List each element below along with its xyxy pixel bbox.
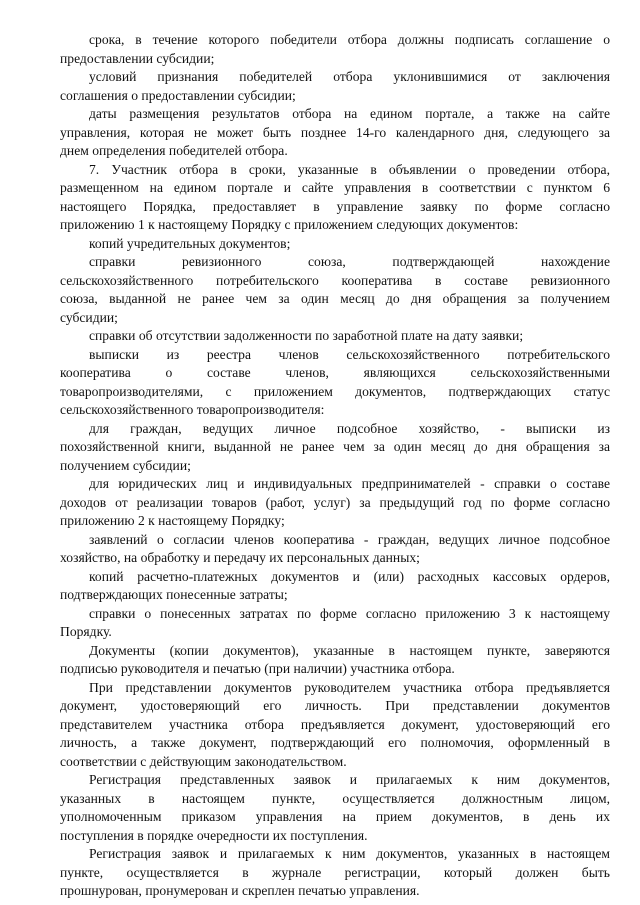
text-line: размещенном на едином портале и сайте управления в соответствии с пунктом 6	[60, 180, 610, 195]
text-line: сельскохозяйственного товаропроизводителя:	[60, 402, 325, 417]
text-line: настоящего Порядка, предоставляет в управление заявку по форме согласно	[60, 198, 610, 214]
text-line: При представлении документов руководителем участника отбора предъявляется	[89, 679, 610, 695]
text-line: 7. Участник отбора в сроки, указанные в объявлении о проведении отбора,	[89, 161, 610, 177]
text-line: Регистрация представленных заявок и прилагаемых к ним документов,	[89, 772, 610, 787]
text-line: уполномоченным приказом управления на прием документов, в день их	[60, 809, 610, 824]
text-line: копий расчетно-платежных документов и (или) расходных кассовых ордеров,	[89, 568, 610, 584]
text-line: товаропроизводителями, с приложением документов, подтверждающих статус	[60, 383, 610, 399]
text-line: для юридических лиц и индивидуальных предпринимателей - справки о составе	[89, 476, 610, 491]
text-line: прошнурован, пронумерован и скреплен печатью управления.	[60, 883, 420, 898]
text-line: соответствии с действующим законодательством.	[60, 753, 347, 769]
text-line: справки об отсутствии задолженности по заработной плате на дату заявки;	[89, 328, 524, 343]
text-line: сельскохозяйственного потребительского кооператива в составе ревизионного	[60, 272, 610, 288]
text-line: для граждан, ведущих личное подсобное хозяйство, - выписки из	[89, 420, 610, 436]
text-line: предоставлении субсидии;	[60, 50, 215, 66]
text-line: хозяйство, на обработку и передачу их персональных данных;	[60, 550, 420, 565]
text-line: Порядку.	[60, 624, 112, 639]
text-line: приложению 1 к настоящему Порядку с приложением следующих документов:	[60, 217, 519, 232]
text-line: подтверждающих понесенные затраты;	[60, 587, 288, 602]
text-line: поступления в порядке очередности их поступления.	[60, 827, 368, 843]
text-line: копий учредительных документов;	[89, 235, 291, 251]
text-line: доходов от реализации товаров (работ, услуг) за предыдущий год по форме согласно	[60, 494, 610, 510]
text-line: получением субсидии;	[60, 457, 191, 473]
text-line: приложению 2 к настоящему Порядку;	[60, 513, 285, 528]
text-line: союза, выданной не ранее чем за один месяц до дня обращения за получением	[60, 291, 610, 306]
text-line: Документы (копии документов), указанные в настоящем пункте, заверяются	[89, 642, 610, 658]
text-line: справки ревизионного союза, подтверждающей нахождение	[89, 254, 610, 269]
text-line: представителем участника отбора предъявляется документ, удостоверяющий его	[60, 716, 610, 732]
text-line: субсидии;	[60, 309, 118, 325]
text-line: соглашения о предоставлении субсидии;	[60, 87, 296, 103]
text-line: похозяйственной книги, выданной не ранее чем за один месяц до дня обращения за	[60, 439, 610, 454]
text-line: подписью руководителя и печатью (при наличии) участника отбора.	[60, 661, 455, 676]
text-line: условий признания победителей отбора уклонившимися от заключения	[89, 69, 610, 84]
text-line: справки о понесенных затратах по форме согласно приложению 3 к настоящему	[89, 605, 610, 621]
text-line: управления, которая не может быть позднее 14-го календарного дня, следующего за	[60, 124, 610, 140]
text-line: личность, а также документ, подтверждающий его полномочия, оформленный в	[60, 735, 610, 750]
text-line: срока, в течение которого победители отбора должны подписать соглашение о	[89, 32, 610, 47]
text-line: заявлений о согласии членов кооператива - граждан, ведущих личное подсобное	[89, 531, 610, 547]
document-page	[60, 31, 610, 901]
text-line: пункте, осуществляется в журнале регистрации, который должен быть	[60, 864, 610, 880]
text-line: даты размещения результатов отбора на едином портале, а также на сайте	[89, 106, 610, 121]
text-line: кооператива о составе членов, являющихся сельскохозяйственными	[60, 365, 610, 380]
text-line: днем определения победителей отбора.	[60, 143, 288, 158]
text-line: Регистрация заявок и прилагаемых к ним документов, указанных в настоящем	[89, 846, 610, 861]
text-line: документ, удостоверяющий его личность. При представлении документов	[60, 698, 610, 713]
text-line: выписки из реестра членов сельскохозяйственного потребительского	[89, 346, 610, 362]
text-line: указанных в настоящем пункте, осуществляется должностным лицом,	[60, 790, 610, 806]
